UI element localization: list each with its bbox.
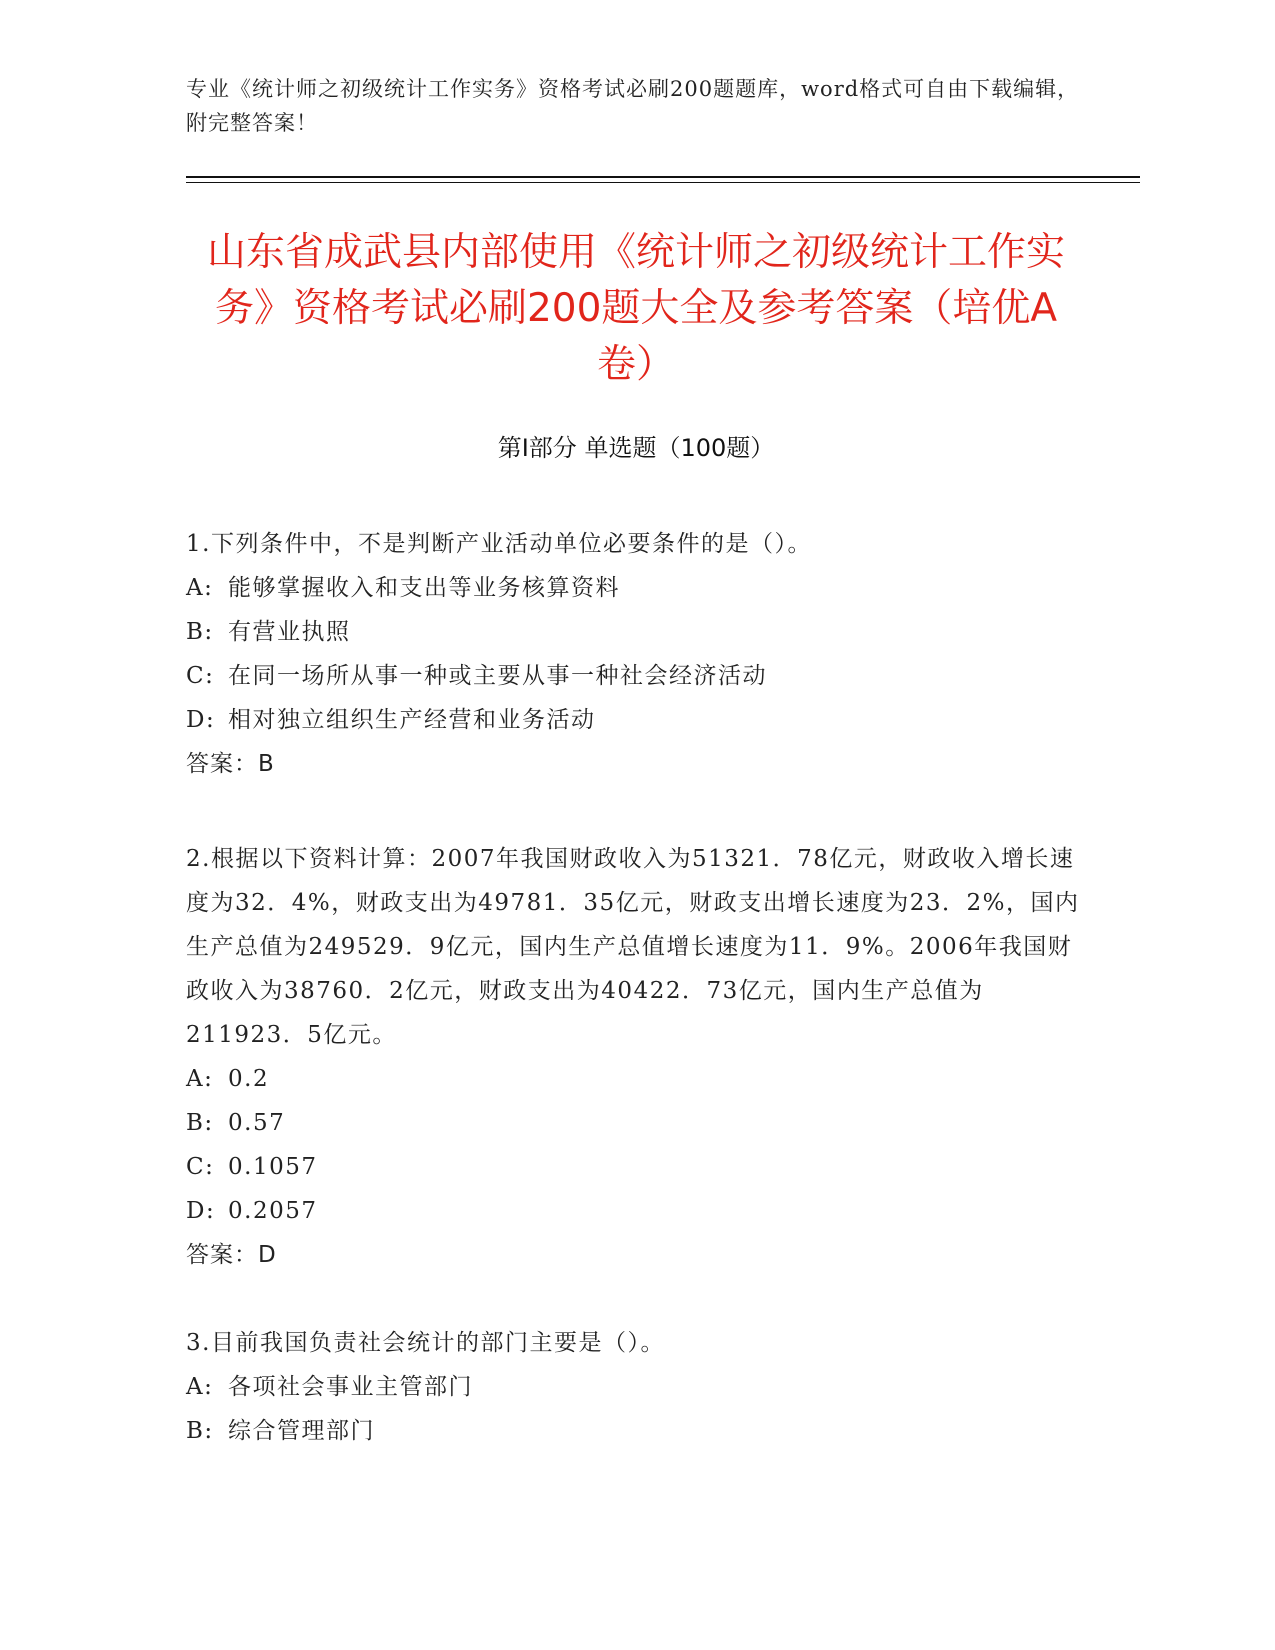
option-c bbox=[186, 1145, 1086, 1189]
option-text: 有营业执照 bbox=[228, 619, 351, 645]
option-key: B: bbox=[186, 1418, 214, 1444]
option-key: D: bbox=[186, 1198, 216, 1224]
option-a bbox=[186, 1057, 1086, 1101]
option-key: B: bbox=[186, 619, 214, 645]
document-title: 山东省成武县内部使用《统计师之初级统计工作实务》资格考试必刷200题大全及参考答案（培优A卷） bbox=[206, 230, 1065, 387]
header-rule-thin bbox=[186, 182, 1140, 183]
option-key: C: bbox=[186, 1154, 215, 1180]
option-key: C: bbox=[186, 663, 215, 689]
header-note: 专业《统计师之初级统计工作实务》资格考试必刷200题题库，word格式可自由下载编辑，附完整答案！ bbox=[186, 77, 1080, 135]
option-text: 在同一场所从事一种或主要从事一种社会经济活动 bbox=[228, 663, 767, 689]
option-text: 0.2 bbox=[228, 1066, 270, 1092]
option-b bbox=[186, 610, 1086, 654]
option-d bbox=[186, 698, 1086, 742]
question-stem: 3.目前我国负责社会统计的部门主要是（）。 bbox=[186, 1330, 665, 1356]
option-a bbox=[186, 1365, 1086, 1409]
option-key: B: bbox=[186, 1110, 214, 1136]
option-key: A: bbox=[186, 1066, 214, 1092]
option-d bbox=[186, 1189, 1086, 1233]
answer: 答案：B bbox=[186, 751, 275, 777]
option-text: 0.57 bbox=[228, 1110, 286, 1136]
option-key: A: bbox=[186, 1374, 214, 1400]
option-key: A: bbox=[186, 575, 214, 601]
section-title: 第Ⅰ部分 单选题（100题） bbox=[497, 434, 775, 462]
question-stem: 1.下列条件中，不是判断产业活动单位必要条件的是（）。 bbox=[186, 531, 812, 557]
question-1 bbox=[186, 522, 1086, 786]
option-c bbox=[186, 654, 1086, 698]
header-rule-thick bbox=[186, 176, 1140, 178]
option-b bbox=[186, 1409, 1086, 1453]
question-2 bbox=[186, 837, 1086, 1277]
answer: 答案：D bbox=[186, 1242, 277, 1268]
option-text: 能够掌握收入和支出等业务核算资料 bbox=[228, 575, 620, 601]
question-3 bbox=[186, 1321, 1086, 1453]
option-key: D: bbox=[186, 707, 216, 733]
option-text: 各项社会事业主管部门 bbox=[228, 1374, 473, 1400]
option-a bbox=[186, 566, 1086, 610]
option-text: 0.2057 bbox=[228, 1198, 318, 1224]
option-text: 综合管理部门 bbox=[228, 1418, 375, 1444]
option-text: 相对独立组织生产经营和业务活动 bbox=[228, 707, 596, 733]
option-b bbox=[186, 1101, 1086, 1145]
option-text: 0.1057 bbox=[228, 1154, 318, 1180]
question-stem: 2.根据以下资料计算：2007年我国财政收入为51321．78亿元，财政收入增长速度为32．4%，财政支出为49781．35亿元，财政支出增长速度为23．2%，国内生产总值为249529．9亿元，国内生产总值增长速度为11．9%。2006年我国财政收入为38760．2亿元，财政支出为40422．73亿元，国内生产总值为211923．5亿元。 bbox=[186, 846, 1080, 1048]
